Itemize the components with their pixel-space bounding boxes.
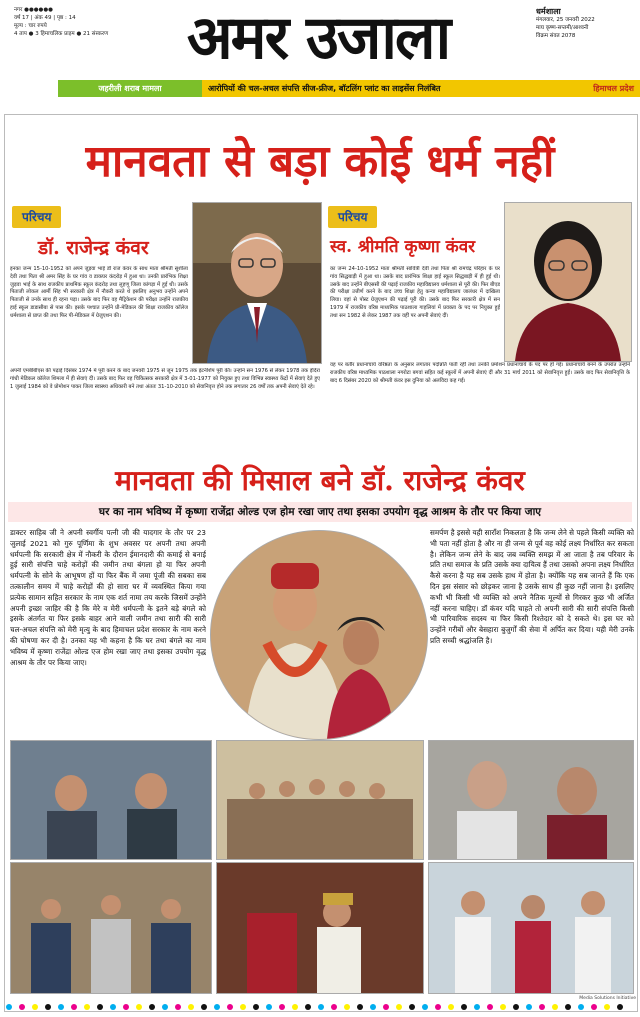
registration-dot [6, 1004, 12, 1010]
portrait-illustration [505, 203, 631, 361]
registration-dot [214, 1004, 220, 1010]
registration-dot [435, 1004, 441, 1010]
registration-dot [71, 1004, 77, 1010]
gallery-photo-5 [216, 862, 424, 994]
registration-dot [32, 1004, 38, 1010]
registration-dot [344, 1004, 350, 1010]
registration-dot [175, 1004, 181, 1010]
edition-line: 4 ताप ● 3 हिमाचलिक प्राइम ● 21 संस्करण [14, 31, 109, 37]
registration-dot [591, 1004, 597, 1010]
registration-dot [526, 1004, 532, 1010]
registration-dot [266, 1004, 272, 1010]
left-profile-name: डॉ. राजेन्द्र कंवर [38, 237, 149, 259]
registration-dot [409, 1004, 415, 1010]
couple-illustration [211, 531, 427, 739]
registration-dot [279, 1004, 285, 1010]
registration-dot [97, 1004, 103, 1010]
gallery-photo-illustration [429, 863, 633, 993]
right-profile-bio-bottom: वह पर बतौर प्रधानाचार्य वरिष्ठता के अनुसार लगातार पदोन्नति पाती रहीं तथा उनकी प्रमोशन प्रधानाचार्य के पद पर हो गई। प्रधानाचार्य बनने के उपरांत उन्होंने राजकीय वरिष्ठ माध्यमिक पाठशाला नगरोटा बगवां सहित कई स्कूलों में अपनी सेवाएं दीं और 31 मार्च 2011 को सेवानिवृत्त हुईं। उसके बाद फिर सेवानिवृत्ति के बाद 6 दिसंबर 2020 को श्रीमती कंवर इस दुनिया को अलविदा कह गईं। [330, 362, 630, 384]
registration-dot [227, 1004, 233, 1010]
registration-dot [331, 1004, 337, 1010]
edition-line: नगर ●●●●●● [14, 7, 53, 13]
registration-dot [552, 1004, 558, 1010]
registration-dot [305, 1004, 311, 1010]
credit-line: Media Solutions Initiative [579, 996, 636, 1001]
portrait-illustration [193, 203, 321, 363]
second-headline: मानवता की मिसाल बने डॉ. राजेन्द्र कंवर [115, 464, 525, 497]
gallery-photo-illustration [429, 741, 633, 859]
right-profile-badge: परिचय [328, 206, 377, 228]
registration-dot [357, 1004, 363, 1010]
registration-dot [292, 1004, 298, 1010]
article-column-right: समर्पण है इससे यही साराँश निकलता है कि जन्म लेने से पहले किसी व्यक्ति को भी पता नहीं होता है और ना ही जन्म से पूर्व वह कोई लक्ष्य निर्धारित कर सकता है। लेकिन जन्म लेने के बाद जब व्यक्ति समझ में आ जाता है तब परिवार के प्रति तथा समाज के प्रति उसके क्या दायित्व हैं तथा उसको अपना लक्ष्य निर्धारित कैसे करना है यह सब उसके हाथ में होता है। क्योंकि यह सब जानते हैं कि एक दिन इस संसार को छोड़कर जाना है उसके साथ ही कुछ नहीं जाना है। इसलिए कभी भी किसी भी व्यक्ति को अपने नैतिक मूल्यों से गिरकर कुछ भी अर्जित नहीं करना चाहिए। डॉ कंवर यदि चाहते तो अपनी सारी की सारी संपत्ति किसी भी पारिवारिक सदस्य या फिर किसी रिश्तेदार को दे सकते थे। इस घर को उन्होंने गरीबों और बेसहारा बुजुर्गों की सेवा में अर्पित कर दिया। यही मेरी उनके प्रति सच्ची श्रद्धांजलि है। [430, 528, 634, 645]
gallery-photo-illustration [217, 741, 423, 859]
registration-dot [604, 1004, 610, 1010]
registration-dot [617, 1004, 623, 1010]
registration-dot [201, 1004, 207, 1010]
edition-line: मूल्य : चार रुपये [14, 23, 47, 29]
registration-dot [500, 1004, 506, 1010]
registration-dot [422, 1004, 428, 1010]
gallery-photo-3 [428, 740, 634, 860]
samvat-line: विक्रम संवत 2078 [536, 33, 576, 39]
gallery-photo-illustration [11, 741, 211, 859]
registration-dot [448, 1004, 454, 1010]
edition-city: धर्मशाला [536, 7, 561, 16]
newspaper-logo: अमर उजाला [186, 3, 450, 73]
article-column-left: डाक्टर साहिब जी ने अपनी स्वर्गीय पत्नी जी की यादगार के तौर पर 23 जुलाई 2021 को गुरु पूर्णिमा के शुभ अवसर पर अपनी तथा अपनी धर्मपत्नी कि सरकारी क्षेत्र में नौकरी के दौरान ईमानदारी की कमाई से बनाई हुई सारी संपत्ति चाहे करोड़ों की जमीन तथा बंगला हो या फिर अपनी धर्मपत्नी के सोने के आभूषण हों या फिर बैंक में जमा पूंजी की सबका सब तत्कालीन समय में चाहे करोड़ों की हो सारा घर में व्यवस्थित किया गया प्रत्येक सामान सहित सरकार के नाम एक शर्त नामा तय करके जिसमें उन्होंने अपनी इच्छा जाहिर की है कि मेरे व मेरी धर्मपत्नी के इतने बड़े बंगले को इसके अंतर्गत या फिर इसके बाहर आने वाली जमीन तथा सारी की सारी चल-अचल संपत्ति को मेरी मृत्यु के बाद हिमाचल प्रदेश सरकार के नाम करने की घोषणा कर दी है। उनका यह भी कहना है कि घर तथा बंगले का नाम भविष्य में कृष्णा राजेंद्रा ओल्ड एज होम रखा जाए तथा इसका उपयोग वृद्ध आश्रम के तौर पर किया जाए। [10, 528, 206, 667]
registration-dot [487, 1004, 493, 1010]
edition-date: मंगलवार, 25 जनवरी 2022 [536, 17, 595, 23]
left-profile-bio-bottom: अपनी एमबीबीएस की पढ़ाई दिसंबर 1974 में पूरी करने के बाद जनवरी 1975 से जून 1975 तक इंटर्नशिप पूरी की। उन्होंने सन 1976 से लेकर 1978 तक इंदिरा गांधी मेडिकल कॉलेज शिमला में ही सेवाएं दीं। उसके बाद फिर वह चिकित्सक सरकारी क्षेत्र में 3-01-1977 को नियुक्त हुए तथा विभिन्न स्वास्थ्य केंद्रों में सेवाएं देते हुए 1 जुलाई 1984 को वे प्रोमोशन पाकर जिला स्वास्थ्य अधिकारी बने तथा अंततः 31-10-2010 को सेवानिवृत्त होने तक लगातार 26 वर्षों तक अपनी सेवाएं देते रहे। [10, 368, 320, 390]
portrait-photo-krishna [504, 202, 632, 362]
registration-dot [240, 1004, 246, 1010]
registration-dot [565, 1004, 571, 1010]
right-profile-name: स्व. श्रीमति कृष्णा कंवर [330, 237, 476, 257]
hindu-calendar-line: माघ कृष्ण-सप्तमी/आश्वनी [536, 25, 589, 31]
gallery-photo-6 [428, 862, 634, 994]
breaking-label: जहरीली शराब मामला [58, 80, 202, 97]
breaking-news-bar [58, 80, 640, 97]
registration-dot [19, 1004, 25, 1010]
registration-dot [123, 1004, 129, 1010]
left-profile-badge: परिचय [12, 206, 61, 228]
gallery-photo-illustration [217, 863, 423, 993]
portrait-photo-rajendra [192, 202, 322, 364]
registration-dot [396, 1004, 402, 1010]
left-profile-bio-top: इनका जन्म 15-10-1952 को अपने जुड़वा भाई डॉ राज कंवर के साथ माता श्रीमती सुशीला देवी तथा पिता श्री अमर सिंह के घर गांव व डाकघर कंदरोड़ में हुआ था। उनकी प्रारंभिक शिक्षा जुड़वा भाई के साथ राजकीय प्राथमिक स्कूल कंदरोड़ तथा लुहणू जिला कांगड़ा में हुई थी। उसके पिताजी लोकल आर्मी सिंह भी सरकारी क्षेत्र में नौकरी करते थे इसलिए अनुभव उन्होंने अपने पिताजी से उनके साथ ही रहना पड़ा। उसके बाद फिर वह मैट्रिकेशन की परीक्षा उन्होंने राजकीय हाई स्कूल डाडासीबा से पास की। इसके पश्चात उन्होंने प्री-मेडिकल की शिक्षा राजकीय कॉलेज धर्मशाला से प्राप्त की तथा फिर पी-मेडिकल में ग्रेजुएशन की। [10, 266, 188, 319]
registration-dot [474, 1004, 480, 1010]
gallery-photo-1 [10, 740, 212, 860]
sub-headline: घर का नाम भविष्य में कृष्णा राजेंद्रा ओल्ड एज होम रखा जाए तथा इसका उपयोग वृद्ध आश्रम के तौर पर किया जाए [8, 502, 632, 522]
registration-dot [578, 1004, 584, 1010]
main-headline: मानवता से बड़ा कोई धर्म नहीं [85, 136, 555, 187]
masthead [0, 0, 640, 78]
gallery-photo-illustration [11, 863, 211, 993]
right-profile-bio-top: का जन्म 24-10-1952 माता श्रीमती सावित्री देवी तथा पिता श्री रामचंद्र परिहार के घर गांव सिद्धबाड़ी में हुआ था। उसके बाद प्रारंभिक शिक्षा हाई स्कूल सिद्धबाड़ी में ही हुई थी। उसके बाद उन्होंने बीएससी की पढ़ाई राजकीय महाविद्यालय धर्मशाला से पूरी की। फिर बीएड की परीक्षा उत्तीर्ण करने के बाद उच्च शिक्षा हेतु कन्या महाविद्यालय जालंधर में दाखिला लिया। वहां से पोस्ट ग्रेजुएशन की पढ़ाई पूरी की। उसके बाद फिर सरकारी क्षेत्र में सन 1979 में राजकीय वरिष्ठ माध्यमिक पाठशाला गाहलियां में प्रवक्ता के पद पर नियुक्त हुईं तथा सन 1982 से लेकर 1987 तक वहीं पर अपनी सेवाएं दीं। [330, 266, 500, 319]
couple-photo-circle [210, 530, 428, 740]
registration-dot [136, 1004, 142, 1010]
edition-line: वर्ष 17 | अंक 49 | पृष्ठ : 14 [14, 15, 76, 21]
print-registration-marks [0, 1004, 640, 1014]
gallery-photo-4 [10, 862, 212, 994]
registration-dot [370, 1004, 376, 1010]
registration-dot [58, 1004, 64, 1010]
registration-dot [253, 1004, 259, 1010]
registration-dot [513, 1004, 519, 1010]
gallery-photo-2 [216, 740, 424, 860]
masthead-edition-info [14, 6, 124, 38]
registration-dot [188, 1004, 194, 1010]
registration-dot [461, 1004, 467, 1010]
registration-dot [45, 1004, 51, 1010]
registration-dot [84, 1004, 90, 1010]
masthead-date-info [536, 8, 636, 40]
registration-dot [383, 1004, 389, 1010]
registration-dot [110, 1004, 116, 1010]
registration-dot [539, 1004, 545, 1010]
registration-dot [162, 1004, 168, 1010]
breaking-text: आरोपियों की चल-अचल संपत्ति सीज-फ्रीज, बॉटलिंग प्लांट का लाइसेंस निलंबित [208, 84, 441, 93]
section-state-label: हिमाचल प्रदेश [593, 84, 634, 93]
registration-dot [149, 1004, 155, 1010]
registration-dot [318, 1004, 324, 1010]
